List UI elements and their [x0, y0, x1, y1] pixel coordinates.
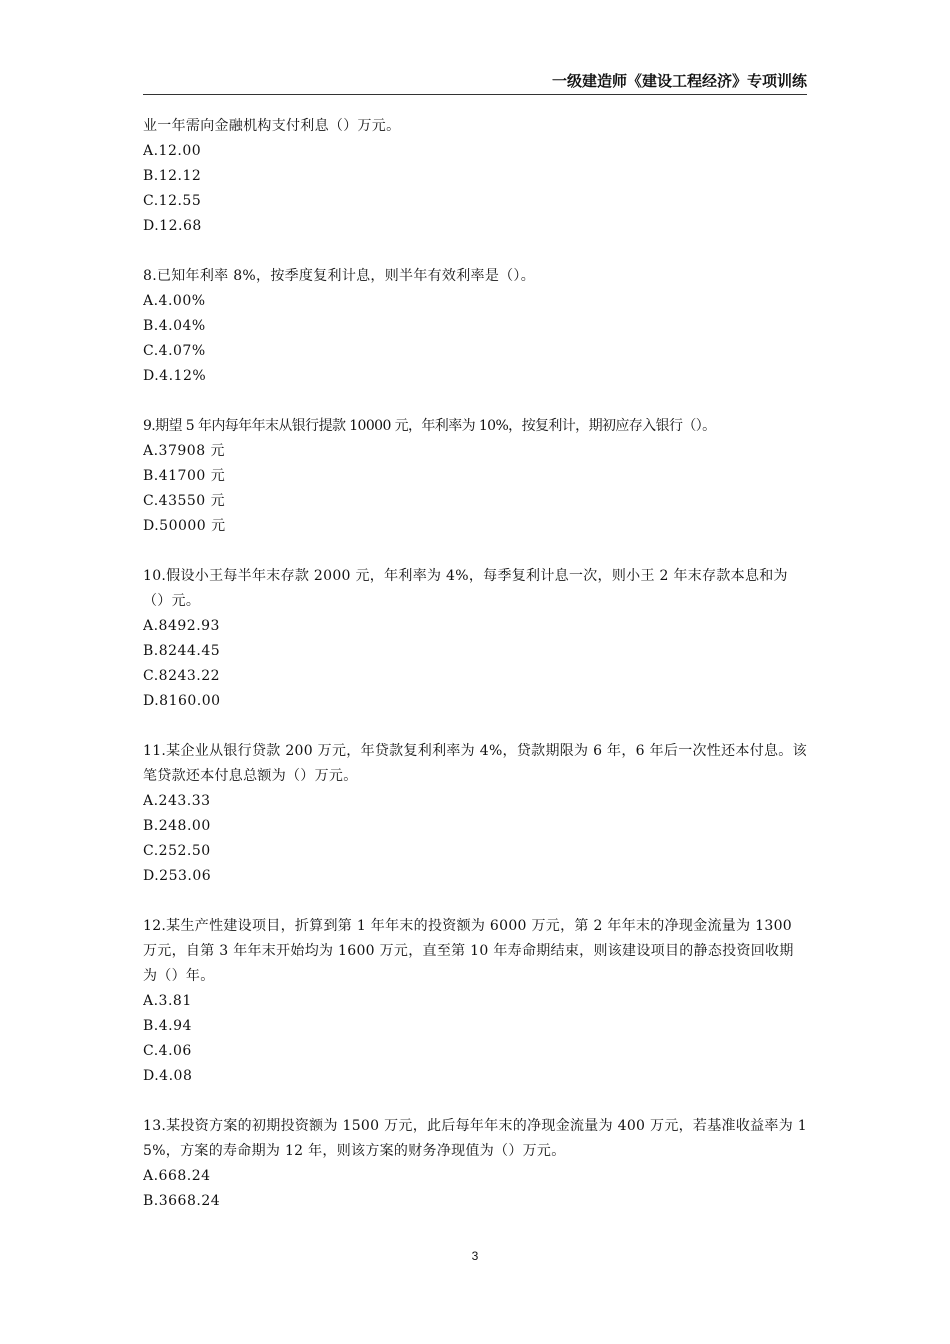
question-10 [143, 564, 807, 714]
question-stem: 8.已知年利率 8%，按季度复利计息，则半年有效利率是（）。 [143, 268, 536, 284]
option-c: C.43550 元 [143, 493, 226, 509]
question-stem: 12.某生产性建设项目，折算到第 1 年年末的投资额为 6000 万元，第 2 年年末的净现金流量为 1300 万元，自第 3 年年末开始均为 1600 万元，直至第 10 年寿命期结束，则该建设项目的静态投资回收期为（）年。 [143, 918, 794, 984]
option-c: C.4.07% [143, 343, 206, 359]
option-a: A.8492.93 [143, 618, 220, 634]
question-stem: 13.某投资方案的初期投资额为 1500 万元，此后每年年末的净现金流量为 400 万元，若基准收益率为 15%，方案的寿命期为 12 年，则该方案的财务净现值为（）万元。 [143, 1118, 807, 1159]
option-a: A.12.00 [143, 143, 202, 159]
option-b: B.12.12 [143, 168, 202, 184]
document-body [143, 114, 807, 1214]
option-a: A.37908 元 [143, 443, 226, 459]
option-b: B.4.94 [143, 1018, 192, 1034]
option-b: B.8244.45 [143, 643, 221, 659]
option-c: C.4.06 [143, 1043, 192, 1059]
option-a: A.4.00% [143, 293, 206, 309]
option-d: D.4.12% [143, 368, 207, 384]
option-d: D.253.06 [143, 868, 212, 884]
option-b: B.248.00 [143, 818, 211, 834]
option-b: B.3668.24 [143, 1193, 221, 1209]
page-header [143, 68, 807, 95]
option-c: C.8243.22 [143, 668, 221, 684]
option-d: D.50000 元 [143, 518, 226, 534]
option-d: D.8160.00 [143, 693, 221, 709]
question-8 [143, 264, 807, 389]
option-a: A.243.33 [143, 793, 211, 809]
question-stem: 11.某企业从银行贷款 200 万元，年贷款复利利率为 4%，贷款期限为 6 年，6 年后一次性还本付息。该笔贷款还本付息总额为（）万元。 [143, 743, 807, 784]
question-12 [143, 914, 807, 1089]
option-c: C.12.55 [143, 193, 202, 209]
question-9 [143, 414, 807, 539]
option-b: B.41700 元 [143, 468, 226, 484]
option-d: D.12.68 [143, 218, 202, 234]
page-number: 3 [471, 1249, 479, 1263]
question-11 [143, 739, 807, 889]
question-13 [143, 1114, 807, 1214]
option-c: C.252.50 [143, 843, 211, 859]
question-stem: 10.假设小王每半年末存款 2000 元，年利率为 4%，每季复利计息一次，则小王 2 年末存款本息和为（）元。 [143, 568, 788, 609]
question-7-continuation [143, 114, 807, 239]
question-stem: 9.期望 5 年内每年年末从银行提款 10000 元，年利率为 10%，按复利计，期初应存入银行（）。 [143, 418, 716, 434]
option-a: A.3.81 [143, 993, 192, 1009]
option-b: B.4.04% [143, 318, 206, 334]
header-title: 一级建造师《建设工程经济》专项训练 [551, 72, 807, 90]
option-a: A.668.24 [143, 1168, 211, 1184]
option-d: D.4.08 [143, 1068, 193, 1084]
question-stem: 业一年需向金融机构支付利息（）万元。 [143, 118, 401, 134]
